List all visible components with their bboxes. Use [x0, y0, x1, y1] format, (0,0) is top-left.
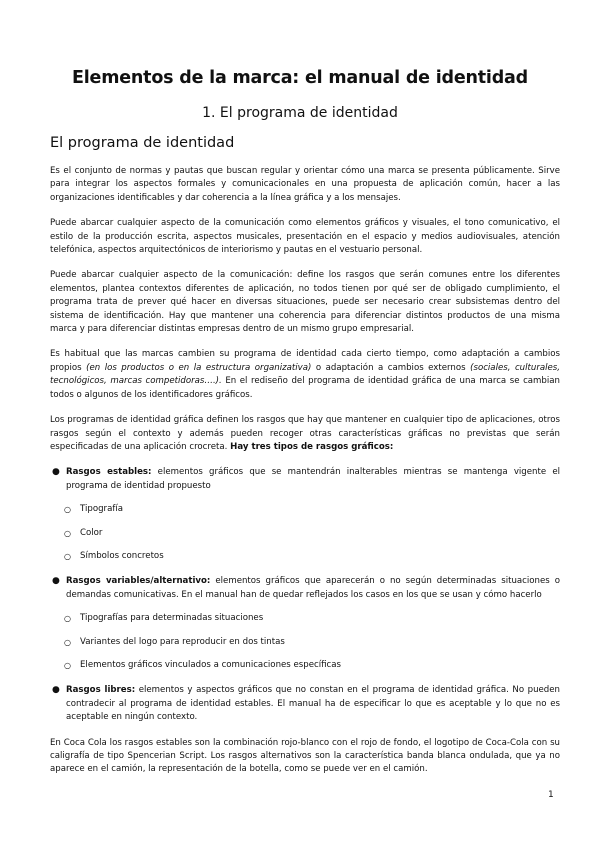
document-body	[50, 165, 560, 789]
bullet-icon: ●	[52, 467, 60, 478]
bullet-group-free	[50, 684, 560, 724]
paragraph-6: En Coca Cola los rasgos estables son la combinación rojo-blanco con el rojo de fondo, el logotipo de Coca-Cola con su caligrafía de tipo Spencerian Script. Los rasgos alternativos son la característica banda blanca ondulada, que ya no aparece en el camión, la representación de la botella, como se puede ver en el camión.	[50, 737, 560, 775]
circle-icon: ○	[64, 551, 71, 561]
sub-item: ○ Elementos gráficos vinculados a comunicaciones específicas	[64, 659, 560, 672]
document-title: Elementos de la marca: el manual de identidad	[71, 68, 528, 88]
bullet-item: ● Rasgos variables/alternativo: elementos gráficos que aparecerán o no según determinadas situaciones o demandas comunicativas. En el manual han de quedar reflejados los casos en los que se usan y cómo hacerlo	[50, 575, 560, 602]
circle-icon: ○	[64, 505, 71, 515]
bullet-group-stable	[50, 466, 560, 563]
paragraph-5: Los programas de identidad gráfica definen los rasgos que hay que mantener en cualquier tipo de aplicaciones, otros rasgos según el contexto y además pueden recoger otras características gráficas no previstas que serán especificadas de una aplicación crocreta. Hay tres tipos de rasgos gráficos:	[50, 415, 560, 452]
circle-icon: ○	[64, 660, 71, 670]
circle-icon: ○	[64, 614, 71, 624]
sub-item: ○ Tipografía	[64, 503, 560, 516]
sub-item: ○ Símbolos concretos	[64, 550, 560, 563]
bullet-icon: ●	[52, 576, 60, 587]
sub-item: ○ Variantes del logo para reproducir en dos tintas	[64, 636, 560, 649]
paragraph-3: Puede abarcar cualquier aspecto de la comunicación: define los rasgos que serán comunes entre los diferentes elementos, plantea contextos diferentes de aplicación, no todos tienen por qué ser de obligado cumplimiento, el programa trata de prever qué hacer en diversas situaciones, puede ser necesario crear subsistemas dentro del sistema de identificación. Hay que mantener una coherencia para diferenciar distintos productos de una misma marca y para diferenciar distintas empresas dentro de un mismo grupo empresarial.	[50, 270, 560, 335]
section-title: 1. El programa de identidad	[202, 105, 398, 121]
bullet-group-variable	[50, 575, 560, 672]
circle-icon: ○	[64, 528, 71, 538]
sub-item: ○ Color	[64, 527, 560, 540]
circle-icon: ○	[64, 637, 71, 647]
paragraph-1: Es el conjunto de normas y pautas que buscan regular y orientar cómo una marca se presenta públicamente. Sirve para integrar los aspectos formales y comunicacionales en una propuesta de aplicación común, hacer a las organizaciones identificables y dar coherencia a la línea gráfica y a los mensajes.	[50, 166, 560, 203]
bullet-icon: ●	[52, 685, 60, 696]
paragraph-2: Puede abarcar cualquier aspecto de la comunicación como elementos gráficos y visuales, el tono comunicativo, el estilo de la producción escrita, aspectos musicales, presentación en el espacio y medios audiovisuales, atención telefónica, aspectos arquitectónicos de interiorismo y pautas en el vestuario personal.	[50, 218, 560, 256]
section-heading: El programa de identidad	[50, 135, 235, 151]
bullet-item: ● Rasgos estables: elementos gráficos que se mantendrán inalterables mientras se mantenga vigente el programa de identidad propuesto	[50, 466, 560, 493]
paragraph-4: Es habitual que las marcas cambien su programa de identidad cada cierto tiempo, como adaptación a cambios propios (en los productos o en la estructura organizativa) o adaptación a cambios externos (sociales, culturales, tecnológicos, marcas competidoras….). En el rediseño del programa de identidad gráfica de una marca se cambian todos o algunos de los identificadores gráficos.	[50, 349, 561, 400]
bullet-item: ● Rasgos libres: elementos y aspectos gráficos que no constan en el programa de identidad gráfica. No pueden contradecir al programa de identidad estables. El manual ha de especificar lo que es aceptable y lo que no es aceptable en ningún contexto.	[50, 684, 560, 724]
page-number: 1	[548, 790, 554, 800]
sub-item: ○ Tipografías para determinadas situaciones	[64, 612, 560, 625]
